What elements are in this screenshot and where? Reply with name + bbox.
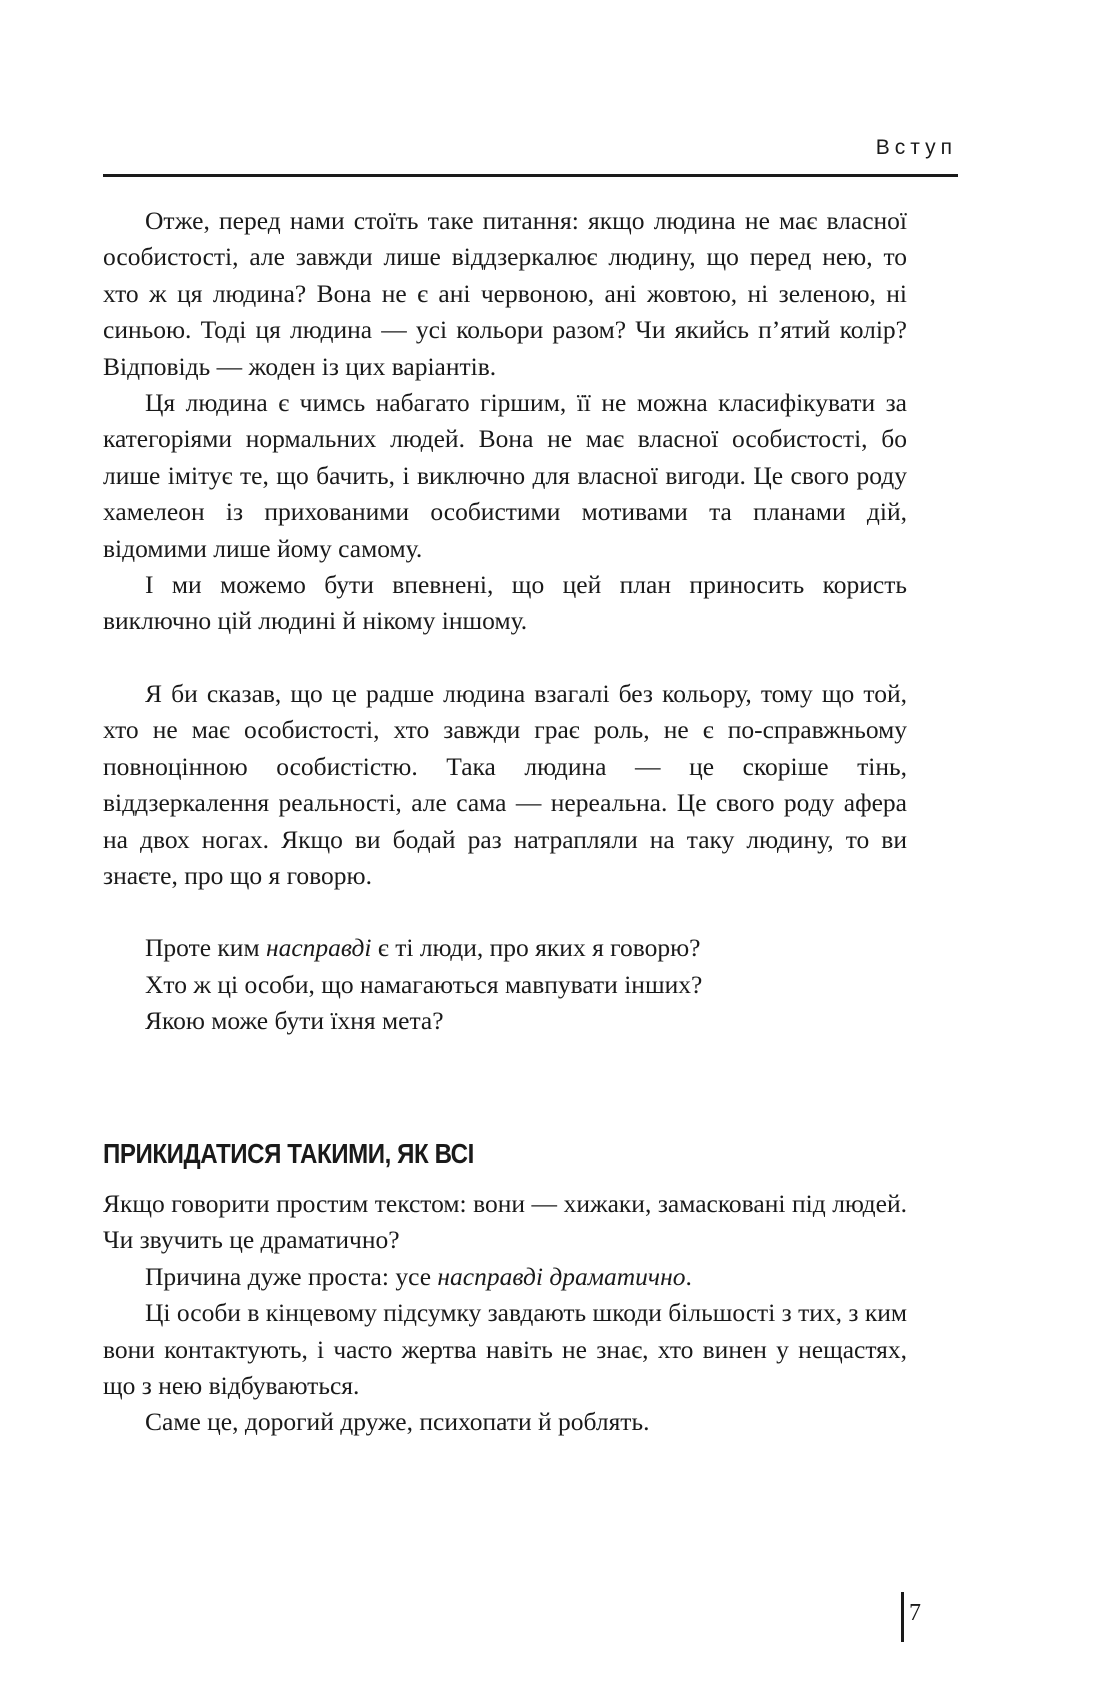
page-number: 7	[909, 1600, 921, 1626]
paragraph: Саме це, дорогий друже, психопати й роблять.	[145, 1407, 650, 1437]
question-text: є ті люди, про яких я говорю?	[371, 933, 701, 963]
paragraph-text: .	[685, 1261, 692, 1291]
paragraph: І ми можемо бути впевнені, що цей план приносить користь виключно цій людині й нікому іншому.	[103, 570, 907, 636]
paragraph: Отже, перед нами стоїть таке питання: якщо людина не має власної особистості, але завжди лише віддзеркалює людину, що перед нею, то хто ж ця людина? Вона не є ані червоною, ані жовтою, ні зеленою, ні синьою. Тоді ця людина — усі кольори разом? Чи якийсь п’ятий колір? Відповідь — жоден із цих варіантів.	[103, 206, 907, 381]
paragraph-gap	[103, 640, 907, 676]
question-line	[103, 930, 907, 966]
question-line: Хто ж ці особи, що намагаються мавпувати інших?	[145, 969, 703, 999]
paragraph: Ця людина є чимсь набагато гіршим, її не можна класифікувати за категоріями нормальних людей. Вона не має власної особистості, бо лише імітує те, що бачить, і виключно для власної вигоди. Це свого роду хамелеон із прихованими особистими мотивами та планами дій, відомими лише йому самому.	[103, 388, 907, 563]
paragraph: Якщо говорити простим текстом: вони — хижаки, замасковані під людей. Чи звучить це драматично?	[103, 1189, 907, 1255]
paragraph-text: Причина дуже проста: усе	[145, 1261, 438, 1291]
question-text: Проте ким	[145, 933, 266, 963]
emphasis-text: насправді драматично	[437, 1261, 686, 1291]
section-text-block	[103, 1186, 907, 1441]
paragraph	[103, 1259, 907, 1295]
paragraph-gap	[103, 894, 907, 930]
intro-text-block	[103, 203, 907, 1040]
running-head-title: Вступ	[875, 136, 957, 159]
question-line: Якою може бути їхня мета?	[145, 1006, 444, 1036]
header-rule	[103, 174, 958, 177]
paragraph: Я би сказав, що це радше людина взагалі без кольору, тому що той, хто не має особистості, хто завжди грає роль, не є по-справжньому повноцінною особистістю. Така людина — це скоріше тінь, віддзеркалення реальності, але сама — нереальна. Це свого роду афера на двох ногах. Якщо ви бодай раз натрапляли на таку людину, то ви знаєте, про що я говорю.	[103, 678, 907, 890]
emphasis-text: насправді	[265, 933, 372, 963]
folio-rule	[901, 1592, 904, 1642]
paragraph: Ці особи в кінцевому підсумку завдають шкоди більшості з тих, з ким вони контактують, і часто жертва навіть не знає, хто винен у нещастях, що з нею відбуваються.	[103, 1298, 908, 1401]
section-heading: ПРИКИДАТИСЯ ТАКИМИ, ЯК ВСІ	[103, 1138, 474, 1169]
